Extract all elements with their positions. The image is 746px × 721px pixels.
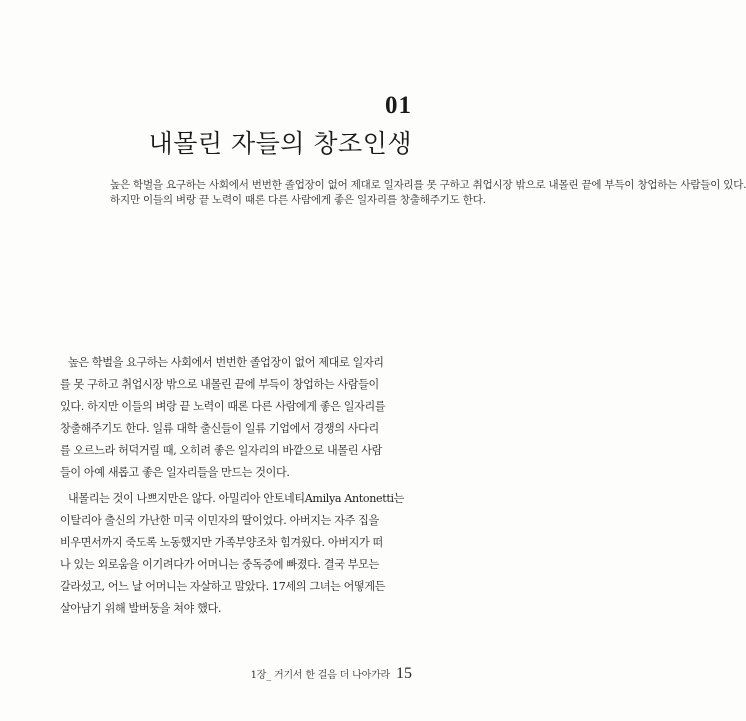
chapter-lead-line: 하지만 이들의 벼랑 끝 노력이 때론 다른 사람에게 좋은 일자리를 창출해주기도 한다.: [110, 194, 486, 206]
text-line: 창출해주기도 한다. 일류 대학 출신들이 일류 기업에서 경쟁의 사다리: [60, 422, 379, 435]
paragraph: [60, 488, 405, 620]
text-line: 갈라섰고, 어느 날 어머니는 자살하고 말았다. 17세의 그녀는 어떻게든: [60, 580, 386, 593]
paragraph: [60, 352, 402, 484]
text-line: 를 오르느라 허덕거릴 때, 오히려 좋은 일자리의 바깥으로 내몰린 사람: [60, 444, 383, 457]
chapter-lead: [110, 178, 746, 208]
text-line: 나 있는 외로움을 이기려다가 어머니는 중독증에 빠졌다. 결국 부모는: [60, 558, 379, 571]
page-footer: [251, 665, 412, 683]
body-text: [60, 352, 405, 624]
chapter-number: 01: [385, 92, 412, 119]
text-line: 내몰리는 것이 나쁘지만은 않다. 아밀리아 안토네티Amilya Antonetti는: [68, 492, 405, 505]
text-line: 이탈리아 출신의 가난한 미국 이민자의 딸이었다. 아버지는 자주 집을: [60, 514, 379, 527]
text-line: 를 못 구하고 취업시장 밖으로 내몰린 끝에 부득이 창업하는 사람들이: [60, 378, 379, 391]
text-line: 있다. 하지만 이들의 벼랑 끝 노력이 때론 다른 사람에게 좋은 일자리를: [60, 400, 386, 413]
text-line: 비우면서까지 죽도록 노동했지만 가족부양조차 힘겨웠다. 아버지가 떠: [60, 536, 383, 549]
running-title: 1장_ 거기서 한 걸음 더 나아가라: [250, 670, 390, 681]
text-line: 들이 아예 새롭고 좋은 일자리들을 만드는 것이다.: [60, 466, 290, 479]
text-line: 살아남기 위해 발버둥을 쳐야 했다.: [60, 602, 222, 615]
chapter-lead-line: 높은 학벌을 요구하는 사회에서 번번한 졸업장이 없어 제대로 일자리를 못 구하고 취업시장 밖으로 내몰린 끝에 부득이 창업하는 사람들이 있다.: [110, 179, 746, 191]
chapter-title: 내몰린 자들의 창조인생: [148, 129, 412, 158]
text-line: 높은 학벌을 요구하는 사회에서 번번한 졸업장이 없어 제대로 일자리: [68, 356, 384, 369]
page-number: 15: [396, 665, 412, 682]
